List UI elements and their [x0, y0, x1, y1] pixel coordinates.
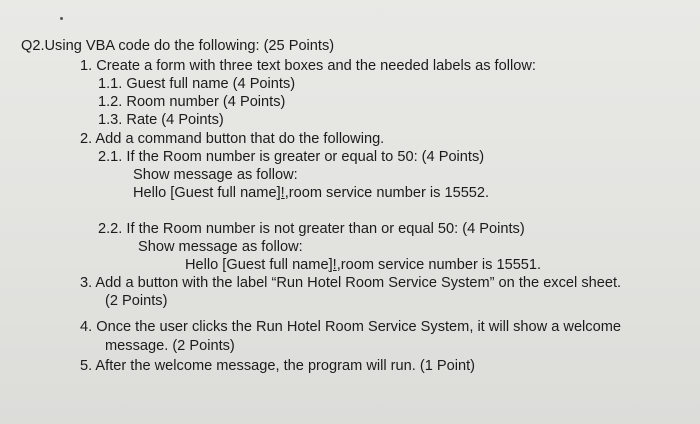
- item-number: 2.1.: [98, 149, 123, 165]
- item-text: Add a button with the label “Run Hotel Room Service System” on the excel sheet.: [95, 275, 622, 291]
- item-number: 1.: [80, 58, 93, 74]
- item-1-1: [98, 75, 295, 93]
- item-number: 2.: [80, 131, 93, 147]
- item-2-2: [98, 220, 525, 238]
- item-2-2-message-label: Show message as follow:: [138, 239, 303, 255]
- question-title: Q2.Using VBA code do the following: (25 Points): [21, 38, 335, 54]
- message-text-end: ,room service number is 15552.: [284, 185, 490, 201]
- item-2: [80, 130, 384, 148]
- item-number: 3.: [80, 275, 93, 291]
- item-text: Rate (4 Points): [126, 112, 224, 128]
- item-number: 1.1.: [98, 76, 123, 92]
- item-2-2-message: [185, 256, 541, 274]
- item-1-2: [98, 93, 285, 111]
- message-text-start: Hello [Guest full name: [133, 185, 277, 201]
- item-text: If the Room number is greater or equal to 50: (4 Points): [126, 149, 485, 165]
- item-4: [80, 318, 621, 336]
- item-text: Add a command button that do the following.: [95, 131, 385, 147]
- item-2-1: [98, 148, 484, 166]
- item-text: Create a form with three text boxes and the needed labels as follow:: [96, 58, 536, 74]
- message-text-end: ,room service number is 15551.: [336, 257, 542, 273]
- item-2-1-message: [133, 184, 489, 202]
- item-number: 5.: [80, 358, 93, 374]
- item-number: 2.2.: [98, 221, 123, 237]
- item-4-continuation: message. (2 Points): [105, 338, 235, 354]
- item-number: 1.3.: [98, 112, 123, 128]
- message-text-underlined: ]!: [276, 185, 285, 201]
- item-text: Room number (4 Points): [126, 94, 286, 110]
- item-1-3: [98, 111, 224, 129]
- item-number: 4.: [80, 319, 93, 335]
- message-text-underlined: ]!: [328, 257, 337, 273]
- item-text: If the Room number is not greater than or equal 50: (4 Points): [126, 221, 525, 237]
- item-3: [80, 274, 621, 292]
- item-text: After the welcome message, the program will run. (1 Point): [95, 358, 476, 374]
- bullet-dot: [60, 17, 63, 20]
- item-3-continuation: (2 Points): [105, 293, 168, 309]
- item-1: [80, 57, 536, 75]
- message-text-start: Hello [Guest full name: [185, 257, 329, 273]
- item-2-1-message-label: Show message as follow:: [133, 167, 298, 183]
- item-number: 1.2.: [98, 94, 123, 110]
- item-text: Guest full name (4 Points): [126, 76, 296, 92]
- item-text: Once the user clicks the Run Hotel Room Service System, it will show a welcome: [96, 319, 621, 335]
- item-5: [80, 357, 475, 375]
